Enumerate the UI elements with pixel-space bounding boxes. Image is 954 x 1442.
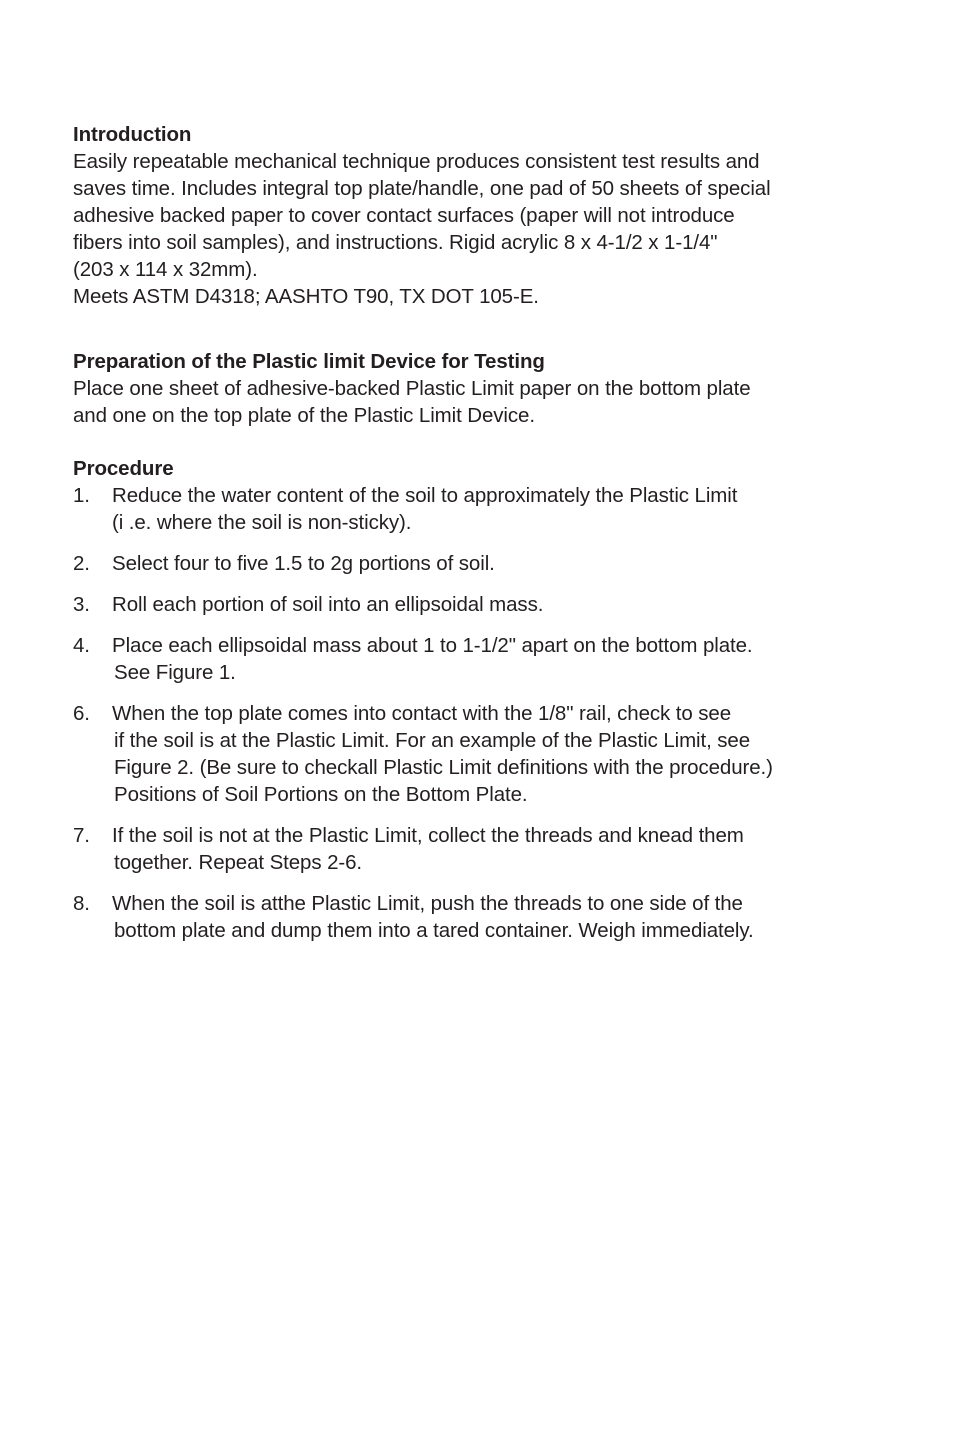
document-page <box>73 121 873 958</box>
intro-line: Easily repeatable mechanical technique produces consistent test results and <box>73 150 760 173</box>
intro-heading: Introduction <box>73 123 192 146</box>
step-text: if the soil is at the Plastic Limit. For an example of the Plastic Limit, see <box>114 729 751 752</box>
step-number: 2. <box>73 552 90 575</box>
procedure-step <box>73 700 873 808</box>
step-number: 1. <box>73 484 90 507</box>
step-text: Place each ellipsoidal mass about 1 to 1-1/2" apart on the bottom plate. <box>112 634 753 657</box>
spacer <box>73 310 873 348</box>
procedure-step <box>73 550 873 577</box>
step-text: Select four to five 1.5 to 2g portions of soil. <box>112 552 495 575</box>
procedure-heading: Procedure <box>73 457 174 480</box>
procedure-step <box>73 591 873 618</box>
procedure-steps-list <box>73 482 873 944</box>
procedure-section <box>73 455 873 944</box>
intro-line: (203 x 114 x 32mm). <box>73 258 258 281</box>
step-text: Positions of Soil Portions on the Bottom Plate. <box>114 783 528 806</box>
preparation-section <box>73 348 873 429</box>
preparation-line: Place one sheet of adhesive-backed Plastic Limit paper on the bottom plate <box>73 377 751 400</box>
procedure-step <box>73 890 873 944</box>
step-text: When the top plate comes into contact with the 1/8" rail, check to see <box>112 702 732 725</box>
step-text: (i .e. where the soil is non-sticky). <box>112 511 412 534</box>
intro-line: adhesive backed paper to cover contact surfaces (paper will not introduce <box>73 204 735 227</box>
step-text: bottom plate and dump them into a tared container. Weigh immediately. <box>114 919 754 942</box>
step-text: together. Repeat Steps 2-6. <box>114 851 363 874</box>
step-number: 8. <box>73 892 90 915</box>
procedure-step <box>73 632 873 686</box>
intro-line: Meets ASTM D4318; AASHTO T90, TX DOT 105-E. <box>73 285 539 308</box>
step-number: 6. <box>73 702 90 725</box>
step-number: 3. <box>73 593 90 616</box>
intro-line: saves time. Includes integral top plate/handle, one pad of 50 sheets of special <box>73 177 771 200</box>
preparation-heading: Preparation of the Plastic limit Device for Testing <box>73 350 545 373</box>
procedure-step <box>73 482 873 536</box>
step-text: If the soil is not at the Plastic Limit, collect the threads and knead them <box>112 824 744 847</box>
spacer <box>73 429 873 455</box>
step-text: Reduce the water content of the soil to approximately the Plastic Limit <box>112 484 738 507</box>
step-text: Figure 2. (Be sure to checkall Plastic Limit definitions with the procedure.) <box>114 756 773 779</box>
step-text: When the soil is atthe Plastic Limit, push the threads to one side of the <box>112 892 743 915</box>
preparation-line: and one on the top plate of the Plastic Limit Device. <box>73 404 535 427</box>
intro-line: fibers into soil samples), and instructions. Rigid acrylic 8 x 4-1/2 x 1-1/4" <box>73 231 718 254</box>
step-text: Roll each portion of soil into an ellipsoidal mass. <box>112 593 544 616</box>
intro-section <box>73 121 873 310</box>
step-text: See Figure 1. <box>114 661 236 684</box>
procedure-step <box>73 822 873 876</box>
step-number: 7. <box>73 824 90 847</box>
step-number: 4. <box>73 634 90 657</box>
